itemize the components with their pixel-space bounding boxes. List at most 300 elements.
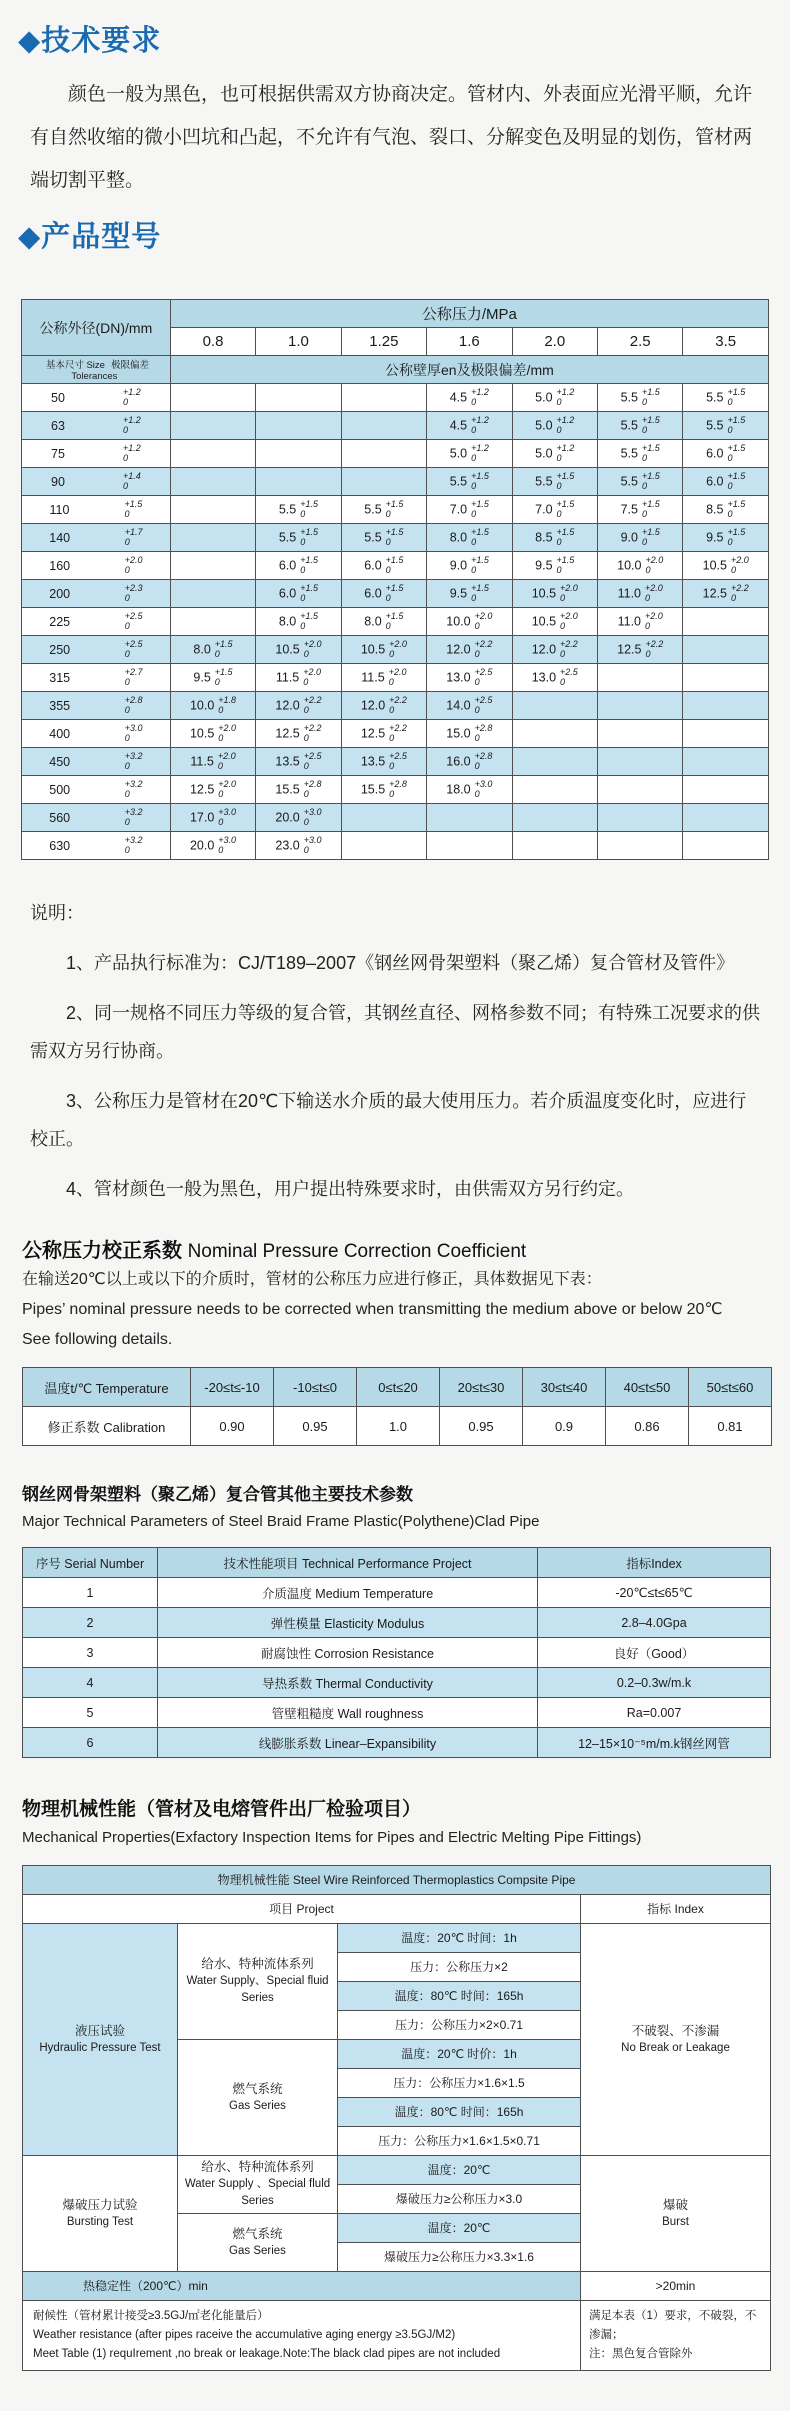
hydraulic-test-label: 液压试验 Hydraulic Pressure Test (23, 1924, 178, 2156)
dn-cell (22, 664, 171, 692)
params-cell: 12–15×10⁻⁵m/m.k钢丝网管 (538, 1728, 771, 1758)
thickness-tolerance: +1.5 0 (727, 415, 746, 435)
params-cell: 良好（Good） (538, 1638, 771, 1668)
hydraulic-gas-label: 燃气系统 Gas Series (178, 2040, 338, 2156)
thickness-cell: 5.5 +1.5 0 (597, 412, 682, 440)
dn-value: 50 (51, 390, 65, 405)
thickness-tolerance: +1.5 0 (641, 527, 660, 547)
thickness-tolerance: +2.0 0 (218, 723, 237, 743)
correction-section (22, 1234, 768, 1446)
weather-resistance-index: 满足本表（1）要求，不破裂，不渗漏； 注：黑色复合管除外 (581, 2301, 771, 2371)
tech-requirements-title: ◆技术要求 (18, 25, 162, 57)
params-header: 指标Index (538, 1548, 771, 1578)
thickness-tolerance: +3.0 0 (303, 807, 322, 827)
dn-value: 500 (49, 782, 71, 797)
thickness-cell: 4.5 +1.2 0 (427, 412, 512, 440)
dn-cell (22, 636, 171, 664)
thickness-cell: 8.0 +1.5 0 (256, 608, 341, 636)
thermal-stability-label: 热稳定性（200℃）min (23, 2272, 581, 2301)
thickness-tolerance: +1.5 0 (556, 471, 575, 491)
note-item-1: 1、产品执行标准为：CJ/T189–2007《钢丝网骨架塑料（聚乙烯）复合管材及管件》 (66, 953, 735, 973)
thickness-cell: 12.0 +2.2 0 (427, 636, 512, 664)
thickness-tolerance: +2.0 0 (560, 611, 578, 631)
pressure-value: 1.25 (341, 328, 426, 356)
dn-tolerance: +3.2 0 (124, 835, 143, 855)
empty-cell (512, 776, 597, 804)
thickness-cell: 6.0 +1.5 0 (341, 580, 426, 608)
thickness-cell: 5.0 +1.2 0 (512, 440, 597, 468)
hydraulic-cond: 压力：公称压力×2 (338, 1953, 581, 1982)
thickness-tolerance: +1.5 0 (727, 387, 746, 407)
hydraulic-cond: 压力：公称压力×2×0.71 (338, 2011, 581, 2040)
thickness-tolerance: +1.5 0 (641, 443, 660, 463)
thickness-cell: 5.0 +1.2 0 (427, 440, 512, 468)
empty-cell (683, 720, 769, 748)
dn-cell (22, 412, 171, 440)
hydraulic-water-label: 给水、特种流体系列 Water Supply、Special fluid Series (178, 1924, 338, 2040)
params-cell: 线膨胀系数 Linear–Expansibility (158, 1728, 538, 1758)
params-table (22, 1547, 771, 1758)
thickness-cell: 11.5 +2.0 0 (341, 664, 426, 692)
thickness-cell: 23.0 +3.0 0 (256, 832, 341, 860)
empty-cell (170, 412, 255, 440)
table-row (22, 748, 769, 776)
thickness-tolerance: +2.8 0 (474, 751, 493, 771)
empty-cell (683, 608, 769, 636)
thickness-tolerance: +1.5 0 (556, 555, 575, 575)
thickness-tolerance: +2.5 0 (389, 751, 407, 771)
pressure-value: 1.0 (256, 328, 341, 356)
correction-title (22, 1234, 768, 1263)
pressure-value: 2.0 (512, 328, 597, 356)
thickness-tolerance: +1.2 0 (471, 443, 489, 463)
hydraulic-cond: 温度：80℃ 时间：165h (338, 2098, 581, 2127)
dn-value: 110 (49, 502, 70, 517)
thickness-cell: 5.5 +1.5 0 (256, 496, 341, 524)
temperature-range: 50≤t≤60 (689, 1368, 772, 1407)
notes-section (30, 894, 760, 1208)
empty-cell (512, 720, 597, 748)
thickness-cell: 11.0 +2.0 0 (597, 608, 682, 636)
thickness-tolerance: +2.8 0 (389, 779, 407, 799)
dn-tolerance: +2.5 0 (124, 639, 143, 659)
calibration-value: 0.95 (440, 1407, 523, 1446)
hydraulic-cond: 温度：20℃ 时间：1h (338, 1924, 581, 1953)
thermal-stability-value: >20min (581, 2272, 771, 2301)
hydraulic-cond: 温度：20℃ 时价：1h (338, 2040, 581, 2069)
dn-tolerance: +3.0 0 (124, 723, 143, 743)
thickness-tolerance: +1.5 0 (556, 527, 575, 547)
dn-tolerance: +1.4 0 (122, 471, 141, 491)
dn-tolerance: +3.2 0 (124, 751, 143, 771)
table-row (22, 832, 769, 860)
empty-cell (683, 692, 769, 720)
bursting-cond: 爆破压力≥公称压力×3.0 (338, 2185, 581, 2214)
table-row (23, 1668, 771, 1698)
thickness-cell: 5.5 +1.5 0 (427, 468, 512, 496)
dn-cell (22, 776, 171, 804)
params-cell: 管壁粗糙度 Wall roughness (158, 1698, 538, 1728)
dn-cell (22, 832, 171, 860)
thickness-cell: 5.5 +1.5 0 (683, 412, 769, 440)
dn-tolerance: +1.2 0 (122, 443, 141, 463)
empty-cell (683, 664, 769, 692)
thickness-tolerance: +1.8 0 (218, 695, 237, 715)
empty-cell (683, 636, 769, 664)
empty-cell (170, 580, 255, 608)
empty-cell (256, 468, 341, 496)
thickness-tolerance: +1.5 0 (300, 527, 319, 547)
params-header: 序号 Serial Number (23, 1548, 158, 1578)
pressure-value: 2.5 (597, 328, 682, 356)
thickness-cell: 5.5 +1.5 0 (341, 524, 426, 552)
thickness-tolerance: +1.5 0 (214, 639, 233, 659)
empty-cell (597, 664, 682, 692)
thickness-tolerance: +1.5 0 (385, 555, 404, 575)
thickness-cell: 12.5 +2.0 0 (170, 776, 255, 804)
thickness-tolerance: +1.5 0 (727, 527, 746, 547)
bursting-cond: 温度：20℃ (338, 2214, 581, 2243)
thickness-tolerance: +2.0 0 (645, 555, 664, 575)
thickness-cell: 7.5 +1.5 0 (597, 496, 682, 524)
thickness-cell: 10.5 +2.0 0 (170, 720, 255, 748)
thickness-cell: 12.5 +2.2 0 (597, 636, 682, 664)
dn-cell (22, 692, 171, 720)
params-cell: 2 (23, 1608, 158, 1638)
thickness-tolerance: +2.0 0 (474, 611, 493, 631)
pressure-value: 3.5 (683, 328, 769, 356)
dn-tolerance: +1.2 0 (122, 415, 141, 435)
dn-tolerance: +2.5 0 (124, 611, 143, 631)
thickness-cell: 6.0 +1.5 0 (683, 468, 769, 496)
thickness-cell: 11.5 +2.0 0 (170, 748, 255, 776)
params-cell: 5 (23, 1698, 158, 1728)
params-cell: 弹性模量 Elasticity Modulus (158, 1608, 538, 1638)
hydraulic-index: 不破裂、不渗漏 No Break or Leakage (581, 1924, 771, 2156)
thickness-cell: 20.0 +3.0 0 (256, 804, 341, 832)
thickness-tolerance: +2.0 0 (560, 583, 578, 603)
empty-cell (427, 832, 512, 860)
pressure-value: 0.8 (170, 328, 255, 356)
table-row (22, 384, 769, 412)
hydraulic-cond: 压力：公称压力×1.6×1.5×0.71 (338, 2127, 581, 2156)
thickness-cell: 13.0 +2.5 0 (427, 664, 512, 692)
thickness-tolerance: +1.5 0 (300, 583, 319, 603)
thickness-tolerance: +1.2 0 (556, 415, 575, 435)
empty-cell (341, 412, 426, 440)
dn-value: 630 (49, 838, 71, 853)
thickness-cell: 6.0 +1.5 0 (256, 580, 341, 608)
thickness-tolerance: +1.5 0 (641, 387, 660, 407)
empty-cell (341, 468, 426, 496)
thickness-cell: 9.5 +1.5 0 (427, 580, 512, 608)
thickness-cell: 9.0 +1.5 0 (597, 524, 682, 552)
empty-cell (512, 692, 597, 720)
dn-cell (22, 384, 171, 412)
dn-value: 200 (49, 586, 71, 601)
thickness-cell: 10.5 +2.0 0 (683, 552, 769, 580)
table-row (23, 1608, 771, 1638)
thickness-tolerance: +2.5 0 (474, 695, 493, 715)
thickness-cell: 5.5 +1.5 0 (597, 440, 682, 468)
bursting-gas-label: 燃气系统 Gas Series (178, 2214, 338, 2272)
table-row (22, 552, 769, 580)
thickness-tolerance: +1.5 0 (641, 499, 660, 519)
thickness-tolerance: +1.5 0 (727, 443, 746, 463)
thickness-tolerance: +1.5 0 (385, 611, 404, 631)
empty-cell (341, 832, 426, 860)
dn-tolerance: +1.5 0 (124, 499, 143, 519)
empty-cell (597, 748, 682, 776)
note-item-3: 3、公称压力是管材在20℃下输送水介质的最大使用压力。若介质温度变化时，应进行校正。 (30, 1091, 747, 1149)
thickness-cell: 11.5 +2.0 0 (256, 664, 341, 692)
thickness-cell: 5.0 +1.2 0 (512, 412, 597, 440)
thickness-tolerance: +2.0 0 (389, 639, 407, 659)
thickness-tolerance: +1.2 0 (471, 415, 489, 435)
dn-tolerance: +2.3 0 (124, 583, 143, 603)
dn-value: 355 (49, 698, 71, 713)
thickness-cell: 14.0 +2.5 0 (427, 692, 512, 720)
empty-cell (597, 720, 682, 748)
temperature-range: 0≤t≤20 (357, 1368, 440, 1407)
empty-cell (170, 524, 255, 552)
table-row (22, 804, 769, 832)
thickness-tolerance: +1.5 0 (727, 499, 746, 519)
thickness-tolerance: +1.5 0 (385, 527, 404, 547)
calibration-row-label: 修正系数 Calibration (23, 1407, 191, 1446)
thickness-tolerance: +1.5 0 (471, 499, 489, 519)
mechanical-table (22, 1865, 771, 2371)
thickness-tolerance: +1.5 0 (641, 471, 660, 491)
thickness-cell: 5.5 +1.5 0 (597, 384, 682, 412)
dn-cell (22, 720, 171, 748)
dn-tolerance: +2.0 0 (124, 555, 143, 575)
mechanical-title-zh: 物理机械性能（管材及电熔管件出厂检验项目） (22, 1799, 422, 1820)
params-title-zh: 钢丝网骨架塑料（聚乙烯）复合管其他主要技术参数 (22, 1485, 413, 1504)
thickness-cell: 10.5 +2.0 0 (512, 580, 597, 608)
thickness-cell: 12.5 +2.2 0 (341, 720, 426, 748)
notes-title: 说明： (30, 903, 84, 923)
note-item-2: 2、同一规格不同压力等级的复合管，其钢丝直径、网格参数不同；有特殊工况要求的供需双方另行协商。 (30, 1003, 761, 1061)
params-cell: 6 (23, 1728, 158, 1758)
thickness-tolerance: +2.2 0 (730, 583, 749, 603)
thickness-tolerance: +2.2 0 (645, 639, 664, 659)
params-cell: 1 (23, 1578, 158, 1608)
empty-cell (512, 804, 597, 832)
thickness-tolerance: +3.0 0 (303, 835, 322, 855)
empty-cell (597, 692, 682, 720)
dn-value: 160 (49, 558, 71, 573)
table-row (22, 776, 769, 804)
dn-value: 450 (49, 754, 71, 769)
table-row (22, 412, 769, 440)
thickness-cell: 15.5 +2.8 0 (341, 776, 426, 804)
correction-desc-en2: See following details. (22, 1331, 173, 1348)
table-row (22, 608, 769, 636)
dn-value: 560 (49, 810, 71, 825)
thickness-cell: 10.0 +1.8 0 (170, 692, 255, 720)
thickness-cell: 18.0 +3.0 0 (427, 776, 512, 804)
hydraulic-cond: 压力：公称压力×1.6×1.5 (338, 2069, 581, 2098)
weather-resistance-cell: 耐候性（管材累计接受≥3.5GJ/㎡老化能量后） Weather resistance (after pipes raceive the accumulative aging energy ≥3.5GJ/M2) Meet Table (1) requIrement ,no break or leakage.Note:The black clad pipes are not included (23, 2301, 581, 2371)
thickness-cell: 5.5 +1.5 0 (597, 468, 682, 496)
thickness-tolerance: +2.0 0 (645, 611, 663, 631)
corner-subheader: 基本尺寸 Size 极限偏差Tolerances (22, 356, 171, 384)
thickness-cell: 12.0 +2.2 0 (341, 692, 426, 720)
thickness-cell: 10.5 +2.0 0 (512, 608, 597, 636)
table-row (22, 636, 769, 664)
table-row (22, 440, 769, 468)
table-row (23, 1728, 771, 1758)
dn-cell (22, 440, 171, 468)
thickness-cell: 7.0 +1.5 0 (512, 496, 597, 524)
thickness-cell: 8.5 +1.5 0 (683, 496, 769, 524)
bursting-cond: 温度：20℃ (338, 2156, 581, 2185)
mech-col-index: 指标 Index (581, 1895, 771, 1924)
dn-cell (22, 804, 171, 832)
params-header: 技术性能项目 Technical Performance Project (158, 1548, 538, 1578)
empty-cell (256, 412, 341, 440)
params-cell: 3 (23, 1638, 158, 1668)
empty-cell (512, 748, 597, 776)
thickness-cell: 17.0 +3.0 0 (170, 804, 255, 832)
table-row (23, 1578, 771, 1608)
mech-table-title: 物理机械性能 Steel Wire Reinforced Thermoplastics Compsite Pipe (23, 1866, 771, 1895)
pressure-value: 1.6 (427, 328, 512, 356)
bursting-water-label: 给水、特种流体系列 Water Supply 、Special fluld Series (178, 2156, 338, 2214)
thickness-tolerance: +2.8 0 (303, 779, 322, 799)
dn-value: 75 (51, 446, 65, 461)
thickness-cell: 12.0 +2.2 0 (256, 692, 341, 720)
thickness-tolerance: +3.0 0 (218, 807, 237, 827)
thickness-cell: 8.0 +1.5 0 (341, 608, 426, 636)
dn-value: 140 (49, 530, 71, 545)
params-cell: 2.8–4.0Gpa (538, 1608, 771, 1638)
table-row (22, 496, 769, 524)
bursting-test-label: 爆破压力试验 Bursting Test (23, 2156, 178, 2272)
thickness-tolerance: +3.0 0 (474, 779, 493, 799)
params-section (22, 1480, 768, 1758)
correction-title-en: Nominal Pressure Correction Coefficient (187, 1241, 527, 1262)
empty-cell (512, 832, 597, 860)
thickness-cell: 10.0 +2.0 0 (427, 608, 512, 636)
empty-cell (683, 748, 769, 776)
thickness-tolerance: +1.5 0 (214, 667, 233, 687)
thickness-cell: 6.0 +1.5 0 (256, 552, 341, 580)
thickness-tolerance: +1.5 0 (471, 471, 489, 491)
thickness-tolerance: +1.5 0 (385, 583, 404, 603)
table-row (23, 1638, 771, 1668)
params-cell: Ra=0.007 (538, 1698, 771, 1728)
thickness-tolerance: +1.5 0 (471, 527, 489, 547)
thickness-tolerance: +2.0 0 (217, 751, 236, 771)
dn-tolerance: +3.2 0 (124, 807, 143, 827)
thickness-cell: 8.0 +1.5 0 (170, 636, 255, 664)
temperature-range: -10≤t≤0 (274, 1368, 357, 1407)
calibration-value: 0.9 (523, 1407, 606, 1446)
params-cell: 0.2–0.3w/m.k (538, 1668, 771, 1698)
correction-table (22, 1367, 772, 1446)
thickness-tolerance: +1.5 0 (641, 415, 660, 435)
thickness-tolerance: +2.0 0 (388, 667, 407, 687)
dn-tolerance: +2.7 0 (124, 667, 143, 687)
thickness-tolerance: +1.5 0 (300, 555, 319, 575)
thickness-cell: 13.0 +2.5 0 (512, 664, 597, 692)
empty-cell (427, 804, 512, 832)
thickness-tolerance: +2.0 0 (303, 639, 322, 659)
thickness-tolerance: +1.5 0 (300, 499, 319, 519)
thickness-tolerance: +1.5 0 (556, 499, 575, 519)
thickness-cell: 12.5 +2.2 0 (683, 580, 769, 608)
empty-cell (683, 832, 769, 860)
dn-cell (22, 524, 171, 552)
thickness-cell: 9.5 +1.5 0 (683, 524, 769, 552)
dn-value: 250 (49, 642, 71, 657)
thickness-cell: 9.0 +1.5 0 (427, 552, 512, 580)
empty-cell (341, 804, 426, 832)
thickness-tolerance: +1.5 0 (471, 555, 489, 575)
params-cell: 介质温度 Medium Temperature (158, 1578, 538, 1608)
dn-cell (22, 748, 171, 776)
empty-cell (683, 804, 769, 832)
thickness-tolerance: +1.2 0 (471, 387, 489, 407)
empty-cell (170, 496, 255, 524)
empty-cell (170, 608, 255, 636)
thickness-cell: 8.0 +1.5 0 (427, 524, 512, 552)
thickness-cell: 4.5 +1.2 0 (427, 384, 512, 412)
dn-tolerance: +3.2 0 (124, 779, 143, 799)
table-row (22, 692, 769, 720)
params-cell: 耐腐蚀性 Corrosion Resistance (158, 1638, 538, 1668)
thickness-cell: 5.0 +1.2 0 (512, 384, 597, 412)
thickness-tolerance: +2.0 0 (218, 779, 237, 799)
thickness-cell: 11.0 +2.0 0 (597, 580, 682, 608)
dn-value: 315 (49, 670, 71, 685)
params-title-en: Major Technical Parameters of Steel Braid Frame Plastic(Polythene)Clad Pipe (22, 1513, 540, 1530)
calibration-value: 0.86 (606, 1407, 689, 1446)
dn-tolerance: +1.2 0 (122, 387, 141, 407)
mechanical-section (22, 1794, 768, 2371)
dn-cell (22, 608, 171, 636)
dn-cell (22, 496, 171, 524)
corner-header: 公称外径(DN)/mm (22, 300, 171, 356)
calibration-value: 0.90 (191, 1407, 274, 1446)
bursting-cond: 爆破压力≥公称压力×3.3×1.6 (338, 2243, 581, 2272)
calibration-value: 0.81 (689, 1407, 772, 1446)
temperature-range: 30≤t≤40 (523, 1368, 606, 1407)
thickness-tolerance: +2.2 0 (560, 639, 578, 659)
dn-cell (22, 552, 171, 580)
dn-value: 400 (49, 726, 71, 741)
correction-desc-zh: 在输送20℃以上或以下的介质时，管材的公称压力应进行修正，具体数据见下表： (22, 1271, 602, 1288)
thickness-cell: 20.0 +3.0 0 (170, 832, 255, 860)
thickness-cell: 15.5 +2.8 0 (256, 776, 341, 804)
thickness-cell: 10.5 +2.0 0 (256, 636, 341, 664)
thickness-cell: 15.0 +2.8 0 (427, 720, 512, 748)
thickness-cell: 13.5 +2.5 0 (256, 748, 341, 776)
mech-col-project: 项目 Project (23, 1895, 581, 1924)
bursting-index: 爆破 Burst (581, 2156, 771, 2272)
thickness-tolerance: +2.8 0 (474, 723, 493, 743)
params-cell: 4 (23, 1668, 158, 1698)
thickness-header: 公称壁厚en及极限偏差/mm (170, 356, 768, 384)
thickness-tolerance: +2.5 0 (303, 751, 322, 771)
params-cell: 导热系数 Thermal Conductivity (158, 1668, 538, 1698)
thickness-cell: 12.5 +2.2 0 (256, 720, 341, 748)
table-row (22, 720, 769, 748)
correction-title-zh: 公称压力校正系数 (22, 1240, 182, 1262)
thickness-tolerance: +2.2 0 (389, 723, 407, 743)
